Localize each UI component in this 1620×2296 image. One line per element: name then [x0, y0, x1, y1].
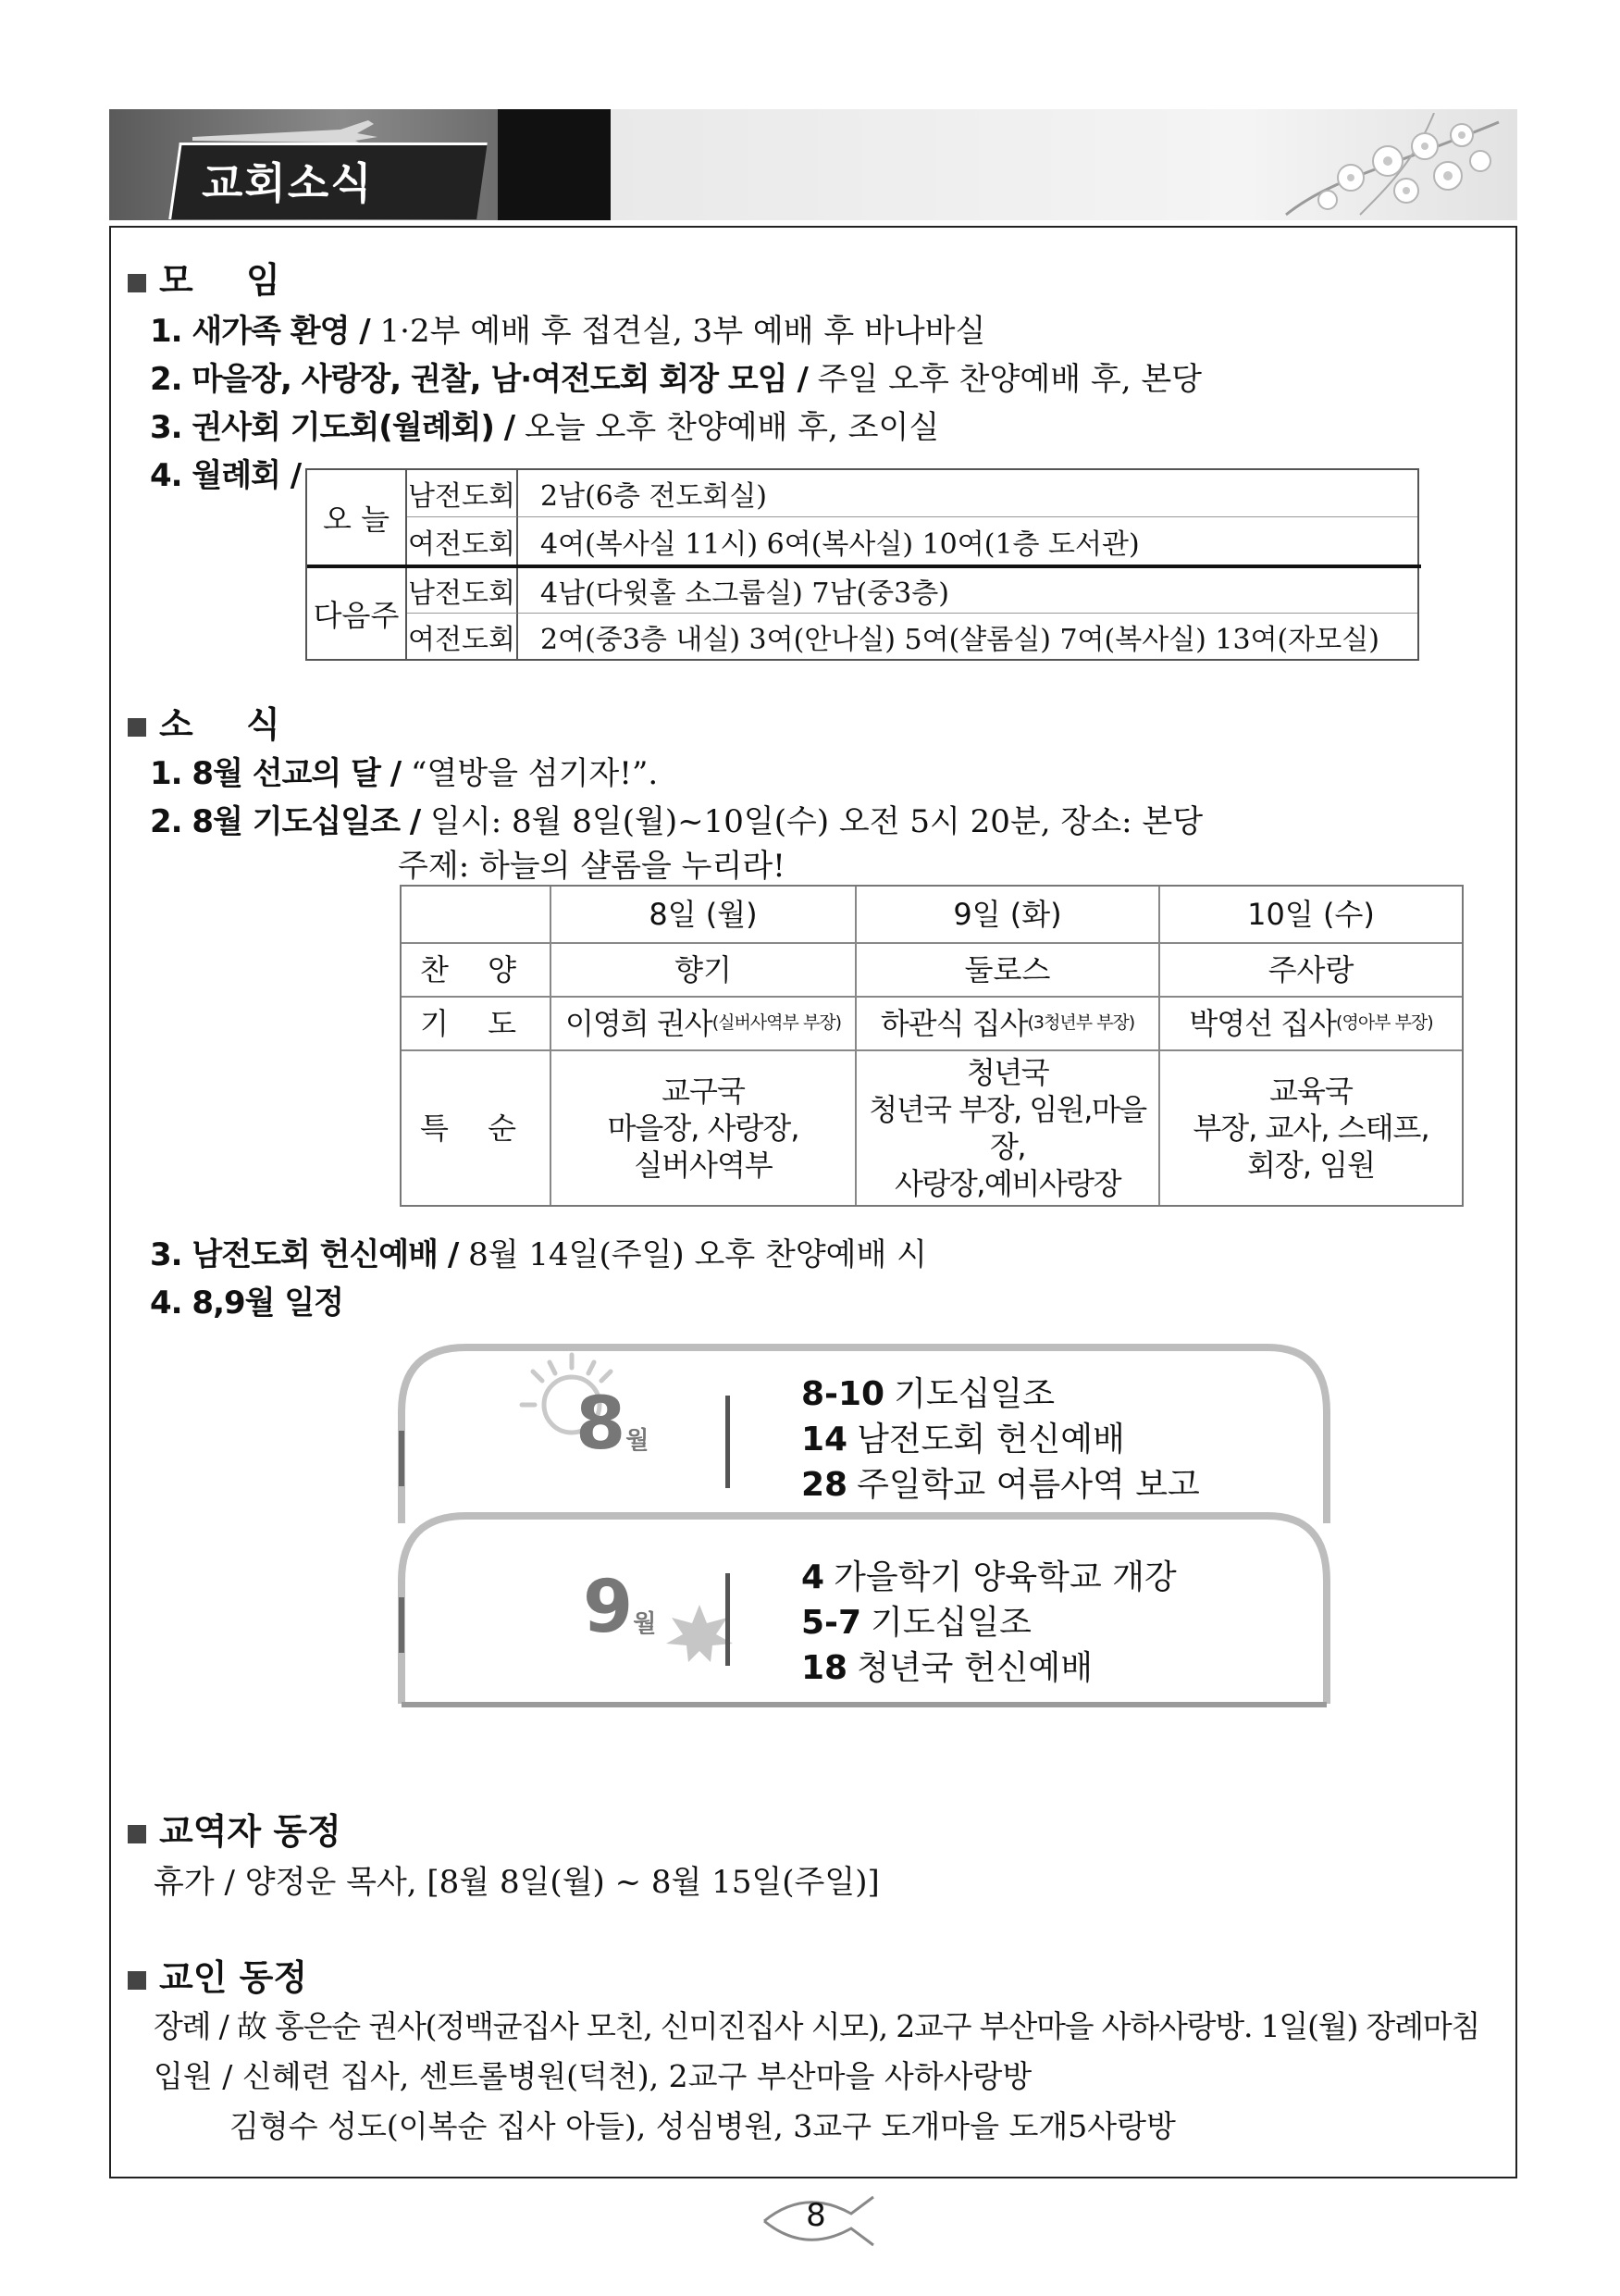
table-cell: 교육국 부장, 교사, 스태프, 회장, 임원 — [1193, 1074, 1429, 1183]
table-cell: 이영희 권사 (실버사역부 부장) — [564, 1006, 842, 1041]
table-cell: 교구국 마을장, 사랑장, 실버사역부 — [607, 1074, 799, 1183]
schedule-event: 18 청년국 헌신예배 — [801, 1649, 1093, 1687]
table-cell: 청년국 청년국 부장, 임원,마을장, 사랑장,예비사랑장 — [869, 1055, 1146, 1201]
monthly-meeting-table — [305, 468, 1419, 661]
page-title: 교회소식 — [202, 158, 374, 208]
table-header-day-1: 8일 (월) — [649, 897, 758, 932]
table-row-head-praise: 찬 양 — [420, 952, 531, 987]
table-cell: 하관식 집사 (3청년부 부장) — [880, 1006, 1135, 1041]
table-header-day-3: 10일 (수) — [1247, 897, 1375, 932]
news-item-1: 1. 8월 선교의 달 / “열방을 섬기자!”. — [150, 755, 659, 792]
table-cell-place: 4여(복사실 11시) 6여(복사실) 10여(1층 도서관) — [540, 527, 1140, 561]
square-bullet-icon — [128, 1825, 146, 1843]
month-label-august: 8월 — [575, 1383, 649, 1466]
meeting-item-4: 4. 월례회 / — [150, 457, 302, 494]
table-cell-org: 여전도회 — [407, 614, 518, 659]
schedule-event: 8-10 기도십일조 — [801, 1375, 1055, 1413]
header-banner — [109, 109, 1517, 220]
month-label-september: 9월 — [583, 1566, 657, 1649]
table-cell: 향기 — [674, 952, 732, 987]
news-item-2-theme: 주제: 하늘의 샬롬을 누리라! — [398, 848, 785, 885]
page-number: 8 — [806, 2197, 826, 2234]
members-line-2: 입원 / 신혜련 집사, 센트롤병원(덕천), 2교구 부산마을 사하사랑방 — [154, 2058, 1033, 2094]
section-heading-ministers: 교역자 동정 — [128, 1803, 341, 1854]
square-bullet-icon — [128, 1971, 146, 1990]
meeting-item-1: 1. 새가족 환영 / 1·2부 예배 후 접견실, 3부 예배 후 바나바실 — [150, 313, 986, 350]
ministers-text: 휴가 / 양정운 목사, [8월 8일(월) ~ 8월 15일(주일)] — [154, 1864, 880, 1901]
table-cell-org: 남전도회 — [407, 568, 518, 614]
square-bullet-icon — [128, 718, 146, 737]
table-cell: 주사랑 — [1268, 952, 1354, 987]
table-row-head-special: 특 순 — [420, 1111, 531, 1146]
news-item-2: 2. 8월 기도십일조 / 일시: 8월 8일(월)~10일(수) 오전 5시 20분, 장소: 본당 — [150, 803, 1204, 840]
schedule-divider — [725, 1396, 730, 1488]
table-cell: 박영선 집사 (영아부 부장) — [1189, 1006, 1433, 1041]
prayer-schedule-table — [400, 885, 1464, 1207]
banner-divider — [498, 109, 611, 220]
schedule-divider — [725, 1573, 730, 1666]
schedule-event: 14 남전도회 헌신예배 — [801, 1421, 1125, 1458]
table-row-when-next-week: 다음주 — [307, 568, 407, 659]
section-heading-meetings: 모 임 — [128, 252, 301, 303]
table-header-day-2: 9일 (화) — [953, 897, 1062, 932]
schedule-event: 4 가을학기 양육학교 개강 — [801, 1558, 1177, 1596]
table-cell-org: 남전도회 — [407, 470, 518, 517]
schedule-event: 28 주일학교 여름사역 보고 — [801, 1466, 1200, 1504]
meeting-item-3: 3. 권사회 기도회(월례회) / 오늘 오후 찬양예배 후, 조이실 — [150, 409, 940, 446]
table-cell-place: 2남(6층 전도회실) — [518, 470, 1417, 517]
table-row-when-today: 오 늘 — [307, 470, 407, 565]
square-bullet-icon — [128, 274, 146, 292]
section-heading-members: 교인 동정 — [128, 1949, 307, 2000]
news-item-4: 4. 8,9월 일정 — [150, 1285, 344, 1322]
news-item-3: 3. 남전도회 헌신예배 / 8월 14일(주일) 오후 찬양예배 시 — [150, 1236, 928, 1273]
schedule-event: 5-7 기도십일조 — [801, 1604, 1032, 1642]
meeting-item-2: 2. 마을장, 사랑장, 권찰, 남·여전도회 회장 모임 / 주일 오후 찬양예배 후, 본당 — [150, 361, 1203, 398]
banner-light-panel — [611, 109, 1517, 220]
members-line-3: 김형수 성도(이복순 집사 아들), 성심병원, 3교구 도개마을 도개5사랑방 — [229, 2108, 1176, 2144]
table-row-head-prayer: 기 도 — [420, 1006, 531, 1041]
members-line-1: 장례 / 故 홍은순 권사(정백균집사 모친, 신미진집사 시모), 2교구 부산마을 사하사랑방. 1일(월) 장례마침 — [154, 2008, 1480, 2044]
table-cell-org: 여전도회 — [407, 517, 518, 565]
table-cell-place: 2여(중3층 내실) 3여(안나실) 5여(샬롬실) 7여(복사실) 13여(자모실) — [540, 623, 1379, 656]
table-cell-place: 4남(다윗홀 소그룹실) 7남(중3층) — [518, 568, 1417, 614]
table-cell: 둘로스 — [964, 952, 1051, 987]
section-heading-news: 소 식 — [128, 696, 301, 747]
flower-branch-icon — [1249, 113, 1508, 217]
